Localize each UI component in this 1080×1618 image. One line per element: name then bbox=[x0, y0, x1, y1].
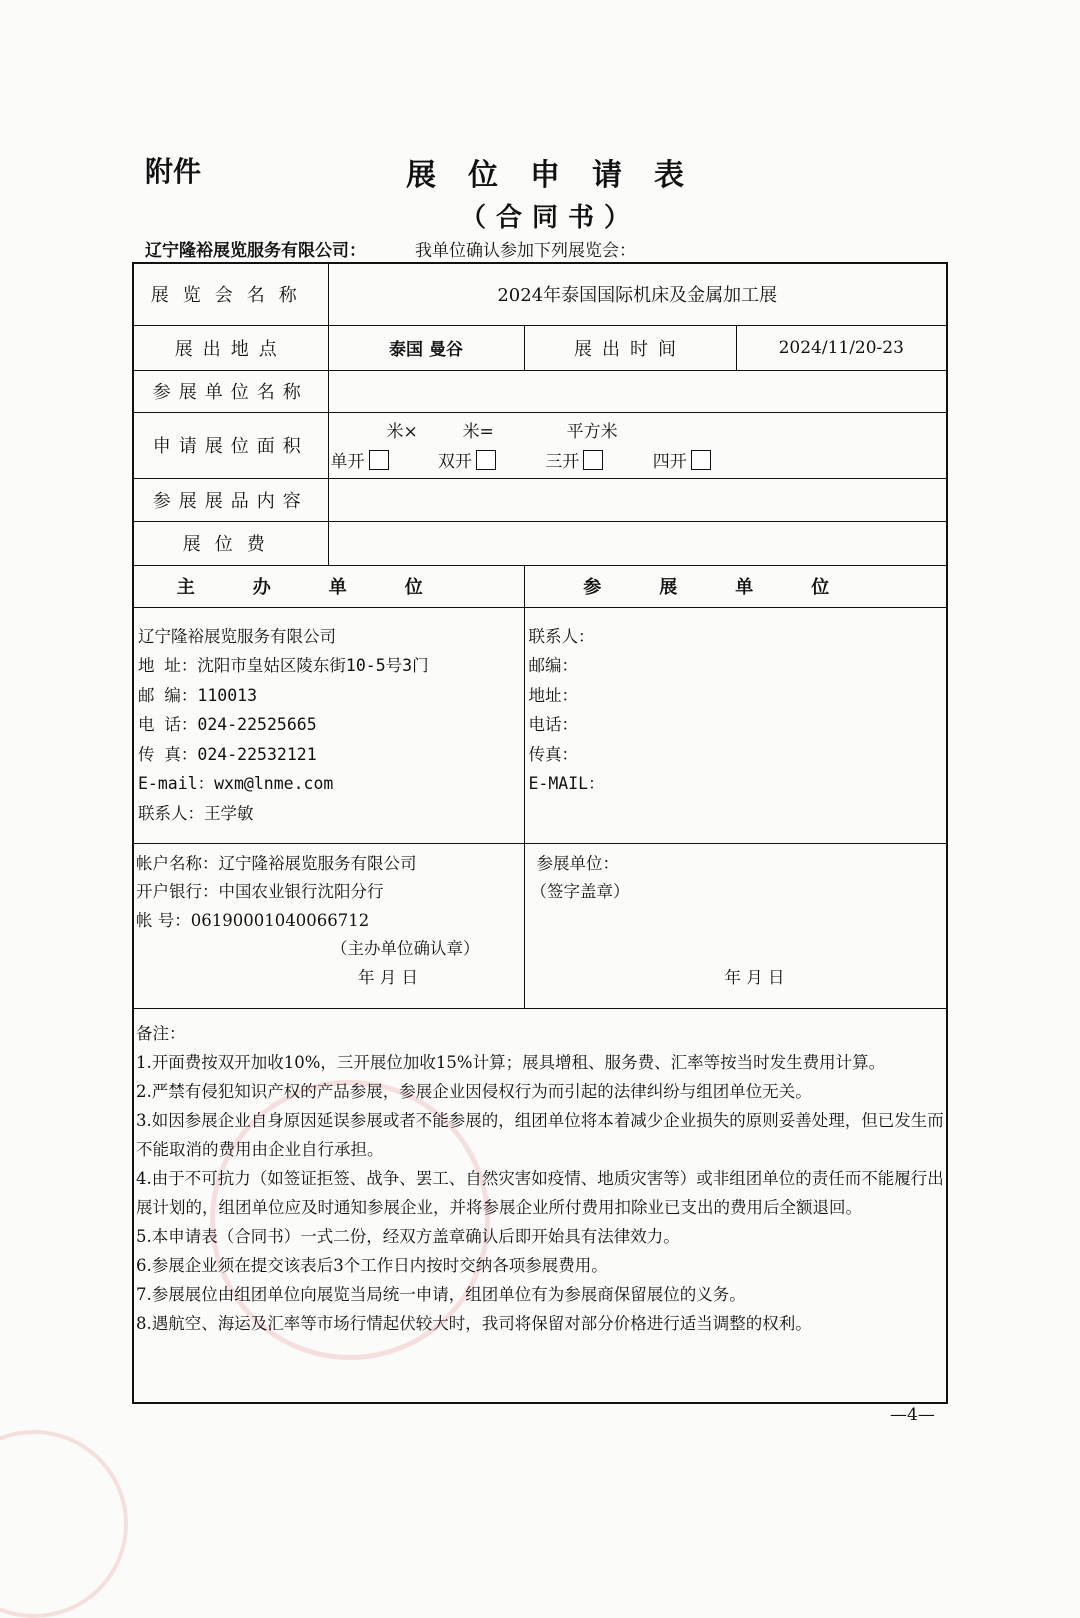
page-number: —4— bbox=[890, 1405, 935, 1425]
exhibitor-line: 邮编： bbox=[528, 656, 578, 675]
exhibitor-info[interactable] bbox=[524, 607, 947, 843]
exhibition-name-label: 展览会名称 bbox=[133, 263, 328, 325]
option-triple-label: 三开 bbox=[545, 451, 580, 472]
organizer-line: 地 址：沈阳市皇姑区陵东街10-5号3门 bbox=[138, 656, 429, 675]
organizer-seal-note: （主办单位确认章） bbox=[331, 939, 480, 958]
exhibitor-line: E-MAIL： bbox=[528, 774, 605, 793]
signature-seal-note: （签字盖章） bbox=[530, 882, 630, 901]
fee-label: 展位费 bbox=[133, 521, 328, 565]
organizer-line: 邮 编：110013 bbox=[138, 685, 258, 705]
company-label: 参展单位名称 bbox=[133, 370, 328, 412]
page-title: 展位申请表 bbox=[406, 158, 716, 193]
exhibitor-unit-label: 参展单位： bbox=[536, 853, 619, 873]
remark-item: 4.由于不可抗力（如签证拒签、战争、罢工、自然灾害如疫情、地质灾害等）或非组团单位的责任而不能履行出展计划的，组团单位应及时通知参展企业，并将参展企业所付费用扣除业已支出的费用后全额退回。 bbox=[136, 1168, 944, 1217]
location-label: 展出地点 bbox=[133, 325, 328, 370]
remark-item: 2.严禁有侵犯知识产权的产品参展，参展企业因侵权行为而引起的法律纠纷与组团单位无关。 bbox=[136, 1081, 812, 1101]
fee-field[interactable] bbox=[328, 521, 947, 565]
organizer-line: 辽宁隆裕展览服务有限公司 bbox=[138, 626, 336, 646]
option-quad-checkbox[interactable] bbox=[691, 450, 711, 470]
remark-item: 1.开面费按双开加收10%，三开展位加收15%计算；展具增租、服务费、汇率等按当时发生费用计算。 bbox=[136, 1052, 886, 1072]
attachment-label: 附件 bbox=[145, 155, 202, 188]
exhibitor-date: 年 月 日 bbox=[724, 967, 785, 987]
account-name: 帐户名称：辽宁隆裕展览服务有限公司 bbox=[136, 853, 417, 873]
option-single-label: 单开 bbox=[330, 451, 365, 472]
area-dimensions bbox=[387, 417, 618, 442]
option-double-label: 双开 bbox=[437, 451, 472, 472]
exhibitor-line: 电话： bbox=[528, 715, 578, 734]
company-field[interactable] bbox=[328, 370, 947, 412]
application-form-table bbox=[132, 262, 948, 1404]
area-label: 申请展位面积 bbox=[133, 412, 328, 478]
organizer-info bbox=[133, 607, 524, 843]
exhibition-name-value: 2024年泰国国际机床及金属加工展 bbox=[328, 263, 947, 325]
page-subtitle: （合同书） bbox=[460, 203, 641, 233]
option-double-checkbox[interactable] bbox=[476, 450, 496, 470]
location-value: 泰国 曼谷 bbox=[328, 325, 524, 370]
exhibitor-line: 联系人： bbox=[528, 626, 595, 646]
remark-item: 6.参展企业须在提交该表后3个工作日内按时交纳各项参展费用。 bbox=[136, 1255, 608, 1275]
account-number: 帐 号：06190001040066712 bbox=[136, 910, 370, 930]
red-seal-stamp-partial bbox=[0, 1430, 128, 1618]
meter-equals: 米= bbox=[462, 421, 494, 442]
remark-item: 8.遇航空、海运及汇率等市场行情起伏较大时，我司将保留对部分价格进行适当调整的权利。 bbox=[136, 1313, 812, 1333]
remark-item: 5.本申请表（合同书）一式二份，经双方盖章确认后即开始具有法律效力。 bbox=[136, 1226, 680, 1246]
bank-name: 开户银行：中国农业银行沈阳分行 bbox=[136, 882, 384, 901]
time-label: 展出时间 bbox=[524, 325, 736, 370]
addressee: 辽宁隆裕展览服务有限公司： bbox=[145, 241, 366, 261]
organizer-line: E-mail：wxm@lnme.com bbox=[138, 774, 334, 793]
remark-item: 3.如因参展企业自身原因延误参展或者不能参展的，组团单位将本着减少企业损失的原则妥善处理，但已发生而不能取消的费用由企业自行承担。 bbox=[136, 1110, 944, 1159]
products-label: 参展展品内容 bbox=[133, 478, 328, 521]
area-field[interactable] bbox=[328, 412, 947, 478]
signature-area[interactable] bbox=[524, 843, 947, 1008]
square-meters: 平方米 bbox=[566, 421, 618, 442]
bank-info bbox=[133, 843, 524, 1008]
remarks-section bbox=[133, 1008, 947, 1403]
option-triple-checkbox[interactable] bbox=[583, 450, 603, 470]
meter-times: 米× bbox=[386, 421, 418, 442]
organizer-date: 年 月 日 bbox=[358, 967, 418, 987]
exhibitor-header: 参展单位 bbox=[524, 565, 947, 607]
confirmation-text: 我单位确认参加下列展览会： bbox=[415, 241, 636, 261]
exhibitor-line: 地址： bbox=[528, 685, 578, 705]
remarks-title: 备注： bbox=[136, 1023, 186, 1043]
time-value: 2024/11/20-23 bbox=[736, 325, 947, 370]
organizer-line: 传 真：024-22532121 bbox=[138, 744, 317, 764]
products-field[interactable] bbox=[328, 478, 947, 521]
option-single-checkbox[interactable] bbox=[369, 450, 389, 470]
booth-type-options bbox=[331, 447, 755, 472]
exhibitor-line: 传真： bbox=[528, 744, 578, 764]
organizer-header: 主办单位 bbox=[133, 565, 524, 607]
remark-item: 7.参展展位由组团单位向展览当局统一申请，组团单位有为参展商保留展位的义务。 bbox=[136, 1284, 746, 1304]
organizer-line: 联系人：王学敏 bbox=[138, 803, 254, 823]
option-quad-label: 四开 bbox=[652, 451, 687, 472]
organizer-line: 电 话：024-22525665 bbox=[138, 715, 317, 734]
